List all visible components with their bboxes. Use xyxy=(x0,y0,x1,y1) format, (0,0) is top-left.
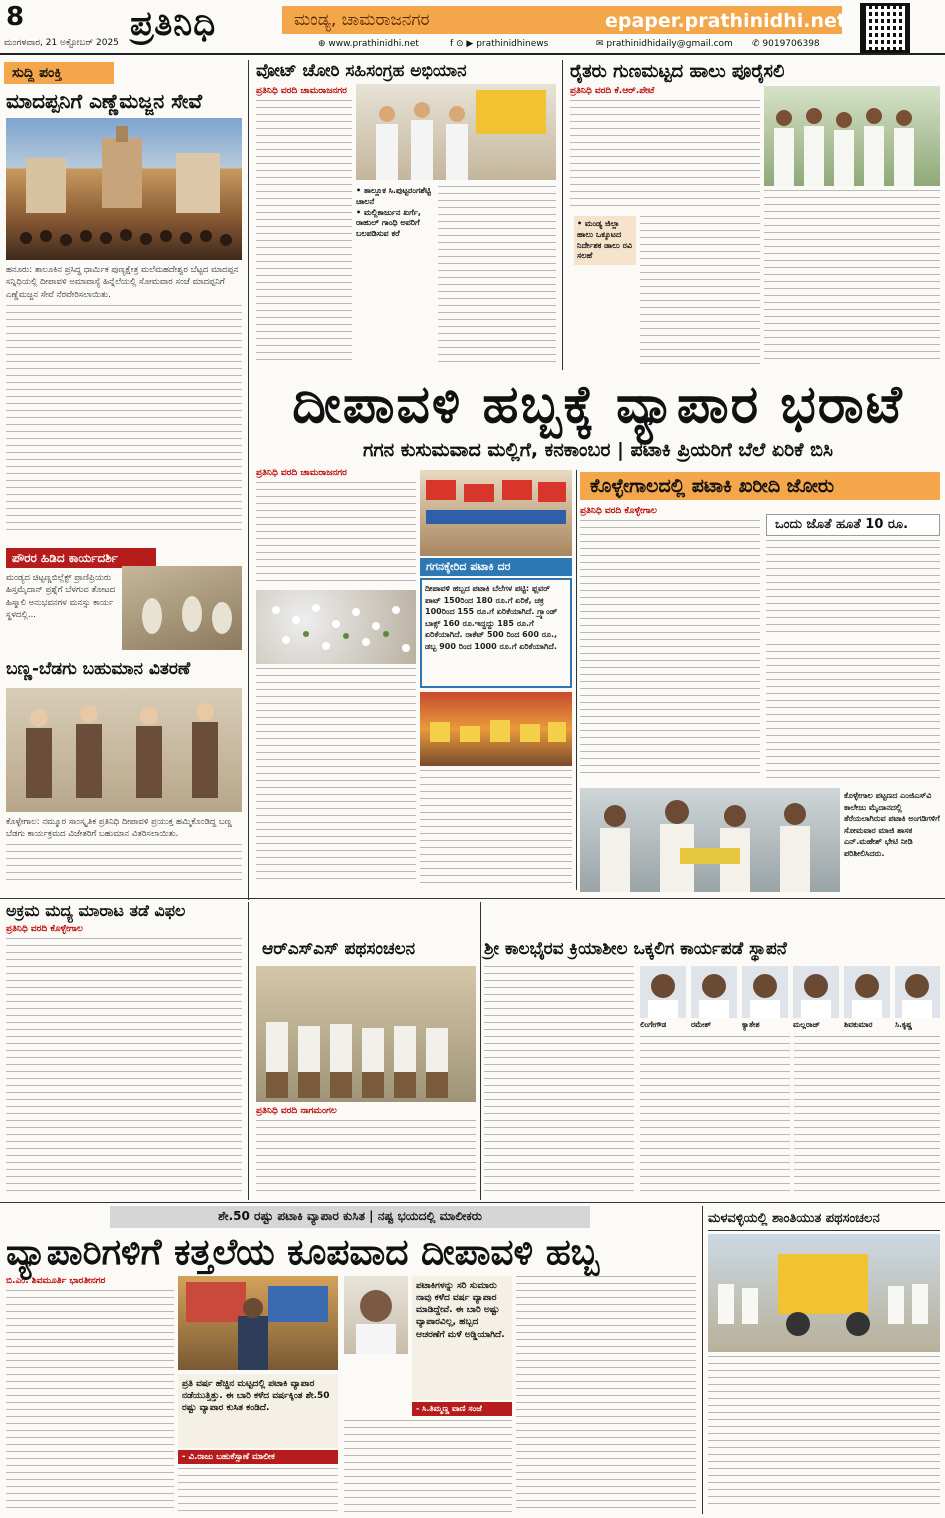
lead-body-2 xyxy=(256,668,416,888)
name-label: ಕ್ಯಾತೇಶ xyxy=(742,1020,760,1029)
byline-rss: ಪ್ರತಿನಿಧಿ ವರದಿ ನಾಗಮಂಗಲ xyxy=(256,1106,337,1116)
bottom-strap: ಶೇ.50 ರಷ್ಟು ಪಟಾಕಿ ವ್ಯಾಪಾರ ಕುಸಿತ | ನಷ್ಟ ಭಯದಲ್ಲಿ ಮಾಲೀಕರು xyxy=(110,1206,590,1228)
quote-text-1: ಪ್ರತಿ ವರ್ಷ ಹೆಚ್ಚಿನ ಮಟ್ಟದಲ್ಲಿ ಪಟಾಕಿ ವ್ಯಾಪಾರ ನಡೆಯುತ್ತಿತ್ತು. ಈ ಬಾರಿ ಕಳೆದ ವರ್ಷಕ್ಕಿಂತ ಶೇ.50 ರಷ್ಟು ವ್ಯಾಪಾರ ಕುಸಿತ ಕಂಡಿದೆ. xyxy=(182,1379,330,1414)
story-body-vote-chori-1 xyxy=(256,100,352,370)
name-label: ರಮೇಶ್ xyxy=(691,1020,712,1029)
body-text-lines xyxy=(764,190,940,365)
body-text-lines xyxy=(6,938,242,1194)
body-text-lines xyxy=(484,966,634,1194)
quote-by-1: - ವಿ.ರಾಜು ಬಹುಕೆಸ್ಸಾಣೆ ಮಾಲೀಕ xyxy=(178,1450,338,1464)
column-divider xyxy=(248,902,249,1200)
edition-region: ಮಂಡ್ಯ, ಚಾಮರಾಜನಗರ xyxy=(282,6,842,34)
column-divider xyxy=(562,60,563,370)
epaper-url[interactable]: epaper.prathinidhi.net xyxy=(605,10,846,32)
story-body-kalabhairava-3 xyxy=(794,1036,940,1198)
section-divider xyxy=(0,1202,945,1203)
fireworks-shop-photo xyxy=(420,470,572,556)
story-body-kollegala-1 xyxy=(580,520,760,782)
quote-box-2 xyxy=(412,1276,512,1400)
body-text-lines xyxy=(640,1036,790,1194)
column-divider xyxy=(702,1206,703,1514)
quote-by-2: - ಸಿ.ತಿಮ್ಮಣ್ಣ ವಾಣಿ ಸಂಜೆ xyxy=(412,1402,512,1416)
pullquote-milk: • ಮಂಡ್ಯ ಜಿಲ್ಲಾ ಹಾಲು ಒಕ್ಕೂಟದ ನಿರ್ದೇಶಕ ಡಾಲು ರವಿ ಸಲಹೆ xyxy=(574,216,636,265)
column-divider xyxy=(576,470,577,890)
website-link[interactable]: ⊕ www.prathinidhi.net xyxy=(318,39,419,49)
story-headline-vote-chori: ವೋಟ್ ಚೋರಿ ಸಹಿಸಂಗ್ರಹ ಅಭಿಯಾನ xyxy=(256,61,467,81)
story-body-kalabhairava-1 xyxy=(484,966,634,1198)
quote-box-1 xyxy=(178,1374,338,1448)
body-text-lines xyxy=(178,1468,338,1512)
story-body-madappa xyxy=(6,264,242,534)
malavalli-march-photo xyxy=(708,1234,940,1352)
story-body-milk-2 xyxy=(640,216,760,370)
byline-milk: ಪ್ರತಿನಿಧಿ ವರದಿ ಕೆ.ಆರ್.ಪೇಟೆ xyxy=(570,86,655,96)
body-text-lines xyxy=(420,770,572,885)
offer-box: ಒಂದು ಜೊತೆ ಹೂತೆ 10 ರೂ. xyxy=(766,514,940,536)
bottom-headline: ವ್ಯಾಪಾರಿಗಳಿಗೆ ಕತ್ತಲೆಯ ಕೂಪವಾದ ದೀಪಾವಳಿ ಹಬ್ಬ xyxy=(6,1232,600,1273)
crackers-stall-photo xyxy=(420,692,572,766)
story-body-banna xyxy=(6,816,242,896)
byline-bottom: ಬಿ.ಎಂ. ಶಿವಮೂರ್ತಿ ಭಾರತೀನಗರ xyxy=(6,1276,106,1286)
story-headline-madappa: ಮಾದಪ್ಪನಿಗೆ ಎಣ್ಣೆಮಜ್ಜನ ಸೇವೆ xyxy=(6,89,203,113)
jasmine-flowers-photo xyxy=(256,590,416,664)
body-text-lines xyxy=(256,482,416,582)
office-bearers-portraits xyxy=(640,966,940,1018)
story-body-kollegala-3 xyxy=(766,644,940,782)
story-headline-milk: ರೈತರು ಗುಣಮಟ್ಟದ ಹಾಲು ಪೂರೈಸಲಿ xyxy=(570,61,785,82)
section-divider xyxy=(0,898,945,899)
column-divider xyxy=(248,60,249,900)
story-lead-banna: ಕೊಳ್ಳೇಗಾಲ: ನಮ್ಮೂರ ಸಾಂಸ್ಕೃತಿಕ ಪ್ರತಿನಿಧಿ ದೀಪಾವಳಿ ಪ್ರಯುಕ್ತ ಹಮ್ಮಿಕೊಂಡಿದ್ದ ಬಣ್ಣ ಬೆಡಗು ಕಾರ್ಯಕ್ರಮದ ವಿಜೇತರಿಗೆ ಬಹುಮಾನ ವಿತರಿಸಲಾಯಿತು. xyxy=(6,817,232,840)
milk-event-photo xyxy=(764,86,940,186)
office-bearers-names xyxy=(640,1020,940,1032)
body-text-lines xyxy=(708,1356,940,1510)
pullquote-vote-chori: • ತಾಲ್ಲೂಕ ಸಿ.ಪುಟ್ಟರಂಗಶೆಟ್ಟಿ ಚಾಲನೆ • ಮಲ್ಲಿಕಾರ್ಜುನ ಖರ್ಗೆ, ರಾಹುಲ್ ಗಾಂಧಿ ಅವರಿಗೆ ಬಲಪಡಿಸುವ ಕರೆ xyxy=(356,186,431,239)
body-text-lines xyxy=(794,1036,940,1194)
story-headline-kollegala: ಕೊಳ್ಳೇಗಾಲದಲ್ಲಿ ಪಟಾಕಿ ಖರೀದಿ ಜೋರು xyxy=(580,472,940,500)
lead-subhead: ಗಗನ ಕುಸುಮವಾದ ಮಲ್ಲಿಗೆ, ಕನಕಾಂಬರ | ಪಟಾಕಿ ಪ್ರಿಯರಿಗೆ ಬೆಲೆ ಏರಿಕೆ ಬಿಸಿ xyxy=(363,439,833,461)
section-tag: ಸುದ್ದಿ ಪಂಕ್ತಿ xyxy=(4,62,114,84)
bottom-body-2 xyxy=(178,1468,338,1514)
body-text-lines xyxy=(6,844,242,884)
story-body-malavalli xyxy=(708,1356,940,1514)
price-box-text: ದೀಪಾವಳಿ ಹಬ್ಬದ ಪಟಾಕಿ ಬೆಲೆಗಳ ಪಟ್ಟಿ: ಫ್ಲವರ್ ಪಾಟ್ 150ರಿಂದ 180 ರೂ.ಗೆ ಏರಿಕೆ, ಚಕ್ರ 100ರಿಂದ 155 ರೂ.ಗೆ ಏರಿಕೆಯಾಗಿದೆ. ಗ್ರ್ಯಾಂಡ್ ಬಾಕ್ಸ್ 160 ರೂ.ಇದ್ದದ್ದು 185 ರೂ.ಗೆ ಏರಿಕೆಯಾಗಿದೆ. ರಾಕೆಟ್ 500 ರಿಂದ 600 ರೂ., ಡಬ್ಬ 900 ರಿಂದ 1000 ರೂ.ಗೆ ಏರಿಕೆಯಾಗಿದೆ. xyxy=(420,578,572,688)
body-text-lines xyxy=(6,1290,174,1510)
cleaning-drive-photo xyxy=(122,566,242,650)
body-text-lines xyxy=(344,1420,512,1512)
price-box-title: ಗಗನಕ್ಕೇರಿದ ಪಟಾಕಿ ದರ xyxy=(420,558,572,576)
story-headline-kalabhairava: ಶ್ರೀ ಕಾಲಭೈರವ ಕ್ರಿಯಾಶೀಲ ಒಕ್ಕಲಿಗ ಕಾರ್ಯಪಡೆ ಸ್ಥಾಪನೆ xyxy=(484,939,787,959)
name-label: ಮಲ್ಲರಾಜ್ xyxy=(793,1020,820,1029)
byline-lead: ಪ್ರತಿನಿಧಿ ವರದಿ ಚಾಮರಾಜನಗರ xyxy=(256,468,347,478)
email-link[interactable]: ✉ prathinidhidaily@gmail.com xyxy=(596,39,733,49)
trader-portrait xyxy=(344,1276,408,1354)
body-text-lines xyxy=(516,1276,696,1510)
body-text-lines xyxy=(256,100,352,360)
story-body-kollegala-2 xyxy=(766,540,940,640)
name-label: ಲಿಂಗೇಗೌಡ xyxy=(640,1020,667,1029)
page-number: 8 xyxy=(6,2,25,32)
body-text-lines xyxy=(766,644,940,778)
column-divider xyxy=(480,902,481,1200)
name-label: ಶಿವಕುಮಾರ xyxy=(844,1020,873,1029)
body-text-lines xyxy=(256,668,416,883)
quote-text-2: ಪಟಾಕಿಗಳನ್ನು ಸರಿ ಸುಮಾರು ನಾವು ಕಳೆದ ವರ್ಷ ವ್ಯಾಪಾರ ಮಾಡಿದ್ದೇವೆ. ಈ ಬಾರಿ ಅಷ್ಟು ವ್ಯಾಪಾರವಿಲ್ಲ, ಹಬ್ಬದ ಆಚರಣೆಗೆ ಮಳೆ ಅಡ್ಡಿಯಾಗಿದೆ. xyxy=(416,1281,505,1340)
qr-code-pattern xyxy=(866,9,904,47)
story-body-vote-chori-2 xyxy=(438,186,556,370)
lead-body-3 xyxy=(420,770,572,888)
story-lead-pourar: ಮಂಡ್ಯದ ಚಿಟ್ಟಣ್ಣಬಿಲ್ಲೆಕ್ಟ್ ಪ್ರಾಣಿಪ್ರಿಯರು ಹಿಸ್ತಮೈದಾನ್ ಪ್ರಶ್ನೆಗೆ ಬೆಳಗುವ ತೋಟದ ಹಿಸ್ಮಾಲಿ ಅನುಭವನಗಳ ಮನಸ್ಸು ಕಾರ್ಯ ಸ್ಥಳದಲ್ಲಿ... xyxy=(6,573,116,620)
body-text-lines xyxy=(438,186,556,366)
byline-akrama: ಪ್ರತಿನಿಧಿ ವರದಿ ಕೊಳ್ಳೇಗಾಲ xyxy=(6,924,83,934)
masthead xyxy=(0,0,945,55)
byline-kollegala: ಪ್ರತಿನಿಧಿ ವರದಿ ಕೊಳ್ಳೇಗಾಲ xyxy=(580,506,657,516)
newspaper-logo: ಪ್ರತಿನಿಧಿ xyxy=(130,4,217,44)
prize-distribution-photo xyxy=(6,688,242,812)
social-handle[interactable]: f ⊙ ▶ prathinidhinews xyxy=(450,39,549,49)
story-body-rss xyxy=(256,1120,476,1198)
bottom-body-1 xyxy=(6,1290,174,1514)
story-headline-malavalli: ಮಳವಳ್ಳಿಯಲ್ಲಿ ಶಾಂತಿಯುತ ಪಥಸಂಚಲನ xyxy=(708,1212,940,1231)
byline-vote-chori: ಪ್ರತಿನಿಧಿ ವರದಿ ಚಾಮರಾಜನಗರ xyxy=(256,86,347,96)
story-headline-banna: ಬಣ್ಣ-ಬೆಡಗು ಬಹುಮಾನ ವಿತರಣೆ xyxy=(6,659,191,679)
bottom-body-4 xyxy=(516,1276,696,1514)
body-text-lines xyxy=(256,1120,476,1196)
shop-owner-photo xyxy=(178,1276,338,1370)
temple-festival-photo xyxy=(6,118,242,260)
story-headline-pourar: ಪೌರರ ಹಿಡಿದ ಕಾರ್ಯದರ್ಶಿ xyxy=(6,548,156,568)
story-body-milk-3 xyxy=(764,190,940,370)
rss-march-photo xyxy=(256,966,476,1102)
former-mla-visit-photo xyxy=(580,788,840,892)
body-text-lines xyxy=(640,216,760,366)
name-label: ಸಿ.ಕೃಷ್ಣ xyxy=(895,1020,913,1029)
caption-kollegala: ಕೊಳ್ಳೇಗಾಲ ಪಟ್ಟಣದ ಎಂಜಿಎಸ್‌ವಿ ಕಾಲೇಜು ಮೈದಾನದಲ್ಲಿ ತೆರೆಯಲಾಗಿರುವ ಪಟಾಕಿ ಅಂಗಡಿಗಳಿಗೆ ಸೋಮವಾರ ಮಾಜಿ ಶಾಸಕ ಎನ್.ಮಹೇಶ್ ಭೇಟಿ ನೀಡಿ ಪರಿಶೀಲಿಸಿದರು. xyxy=(844,791,940,858)
bottom-body-3 xyxy=(344,1420,512,1514)
lead-body-1 xyxy=(256,482,416,586)
issue-date: ಮಂಗಳವಾರ, 21 ಅಕ್ಟೋಬರ್ 2025 xyxy=(4,38,119,48)
story-lead-madappa: ಹನೂರು: ತಾಲೂಕಿನ ಪ್ರಸಿದ್ಧ ಧಾರ್ಮಿಕ ಪುಣ್ಯಕ್ಷೇತ್ರ ಮಲೆಮಹದೇಶ್ವರ ಬೆಟ್ಟದ ಮಾದಪ್ಪನ ಸನ್ನಿಧಿಯಲ್ಲಿ ದೀಪಾವಳಿ ಅಮಾವಾಸ್ಯೆ ಹಿನ್ನೆಲೆಯಲ್ಲಿ ಸೋಮವಾರ ಸಂಜೆ ಮಾದಪ್ಪನಿಗೆ ಎಣ್ಣೆಮಜ್ಜನ ಸೇವೆ ನೆರವೇರಿಸಲಾಯಿತು. xyxy=(6,265,239,300)
lead-headline: ದೀಪಾವಳಿ ಹಬ್ಬಕ್ಕೆ ವ್ಯಾಪಾರ ಭರಾಟೆ xyxy=(292,375,904,435)
phone-number: ✆ 9019706398 xyxy=(752,39,820,49)
signature-campaign-photo xyxy=(356,84,556,180)
body-text-lines xyxy=(6,305,242,534)
story-body-kalabhairava-2 xyxy=(640,1036,790,1198)
body-text-lines xyxy=(766,540,940,636)
story-headline-rss: ಆರ್‌ಎಸ್‌ಎಸ್ ಪಥಸಂಚಲನ xyxy=(262,939,416,959)
body-text-lines xyxy=(570,100,760,210)
story-body-pourar xyxy=(6,572,118,650)
body-text-lines xyxy=(580,520,760,778)
story-body-akrama xyxy=(6,938,242,1198)
story-headline-akrama: ಅಕ್ರಮ ಮದ್ಯ ಮಾರಾಟ ತಡೆ ವಿಫಲ xyxy=(6,901,186,920)
